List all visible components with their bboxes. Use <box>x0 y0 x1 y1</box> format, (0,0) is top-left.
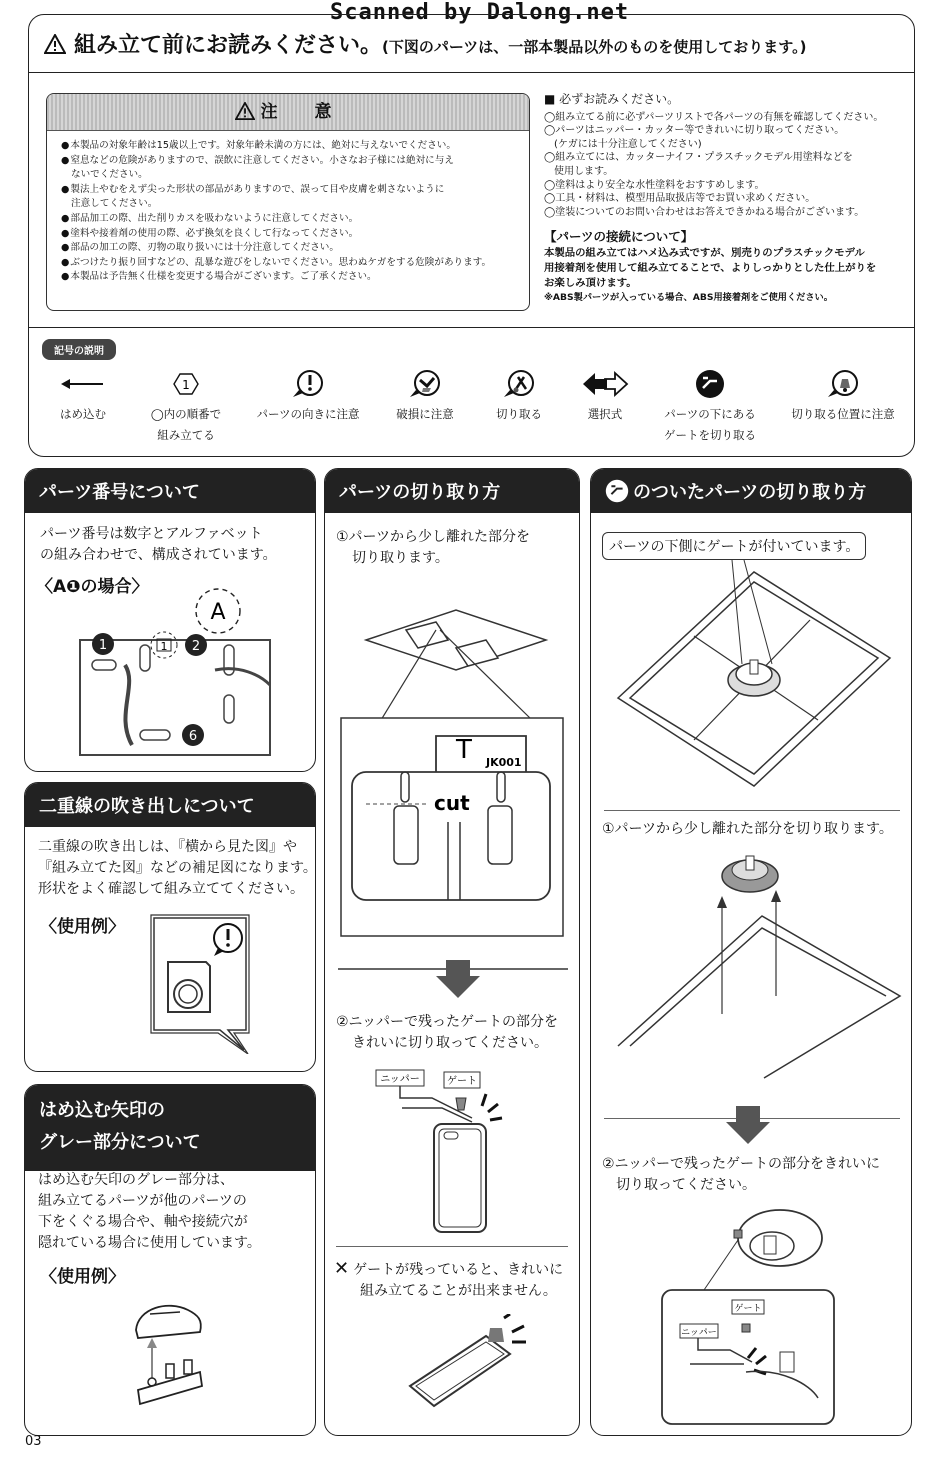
cutting-warning: ✕ ゲートが残っていると、きれいに 組み立てることが出来ません。 <box>334 1258 564 1299</box>
svg-text:1: 1 <box>98 638 108 653</box>
nipper-gate-illustration <box>372 1066 512 1236</box>
under-gate-cut-illustration <box>614 846 904 1080</box>
symbol-label: 選択式 <box>587 407 623 421</box>
choice-arrows-icon <box>581 370 629 398</box>
exclamation-icon <box>290 368 326 400</box>
cut-label: cut <box>434 791 470 815</box>
under-gate-nipper-illustration <box>660 1198 836 1426</box>
runner-code: JK001 <box>486 756 522 769</box>
example-label: 〈A❶の場合〉 <box>36 577 149 597</box>
example-label: 〈使用例〉 <box>40 1267 125 1287</box>
caution-item: ● ぶつけたり振り回すなどの、乱暴な遊びをしないでください。思わぬケガをする危険があります。 <box>61 256 519 271</box>
under-gate-runner-illustration <box>604 560 900 792</box>
svg-text:2: 2 <box>191 639 201 654</box>
caution-list <box>47 139 529 285</box>
panel-title: 二重線の吹き出しについて <box>25 783 315 827</box>
caution-item: ● 本製品は予告無く仕様を変更する場合がございます。ご了承ください。 <box>61 270 519 285</box>
under-gate-icon <box>695 369 725 399</box>
symbol-label: 切り取る位置に注意 <box>791 407 895 421</box>
symbols-tag: 記号の説明 <box>42 339 116 360</box>
example-label: 〈使用例〉 <box>40 917 125 937</box>
cut-icon <box>501 368 537 400</box>
note-line: ◯組み立てる前に必ずパーツリストで各パーツの有無を確認してください。 <box>544 111 884 123</box>
note-line: ◯組み立てには、カッターナイフ・プラスチックモデル用塗料などを <box>544 152 853 164</box>
connect-line: 本製品の組み立てはハメ込み式ですが、別売りのプラスチックモデル <box>544 246 865 259</box>
numbered-hexagon-icon <box>173 372 199 396</box>
svg-text:1: 1 <box>160 640 168 653</box>
svg-text:ゲート: ゲート <box>447 1076 477 1087</box>
cutting-runner-illustration <box>336 600 572 940</box>
note-line: ◯パーツはニッパー・カッター等できれいに切り取ってください。 <box>544 125 845 137</box>
title-text: 組み立て前にお読みください。 <box>74 33 383 58</box>
page-number: 03 <box>25 1434 42 1449</box>
under-gate-callout: パーツの下側にゲートが付いています。 <box>602 532 866 560</box>
symbol-order <box>140 368 232 446</box>
down-arrow-icon <box>436 960 480 998</box>
symbol-label: パーツの向きに注意 <box>256 407 360 421</box>
symbol-label: 切り取る <box>496 407 542 421</box>
down-arrow-icon <box>726 1106 770 1144</box>
cut-position-icon <box>825 368 861 400</box>
note-line: (ケガには十分注意してください) <box>544 138 702 150</box>
symbol-under-gate <box>652 368 768 446</box>
caution-item: ● 部品の加工の際、刃物の取り扱いには十分注意してください。 <box>61 241 519 256</box>
caution-item: ● 製法上やむをえず尖った形状の部品がありますので、誤って目や皮膚を刺さないように 注意してください。 <box>61 183 519 212</box>
divider <box>29 72 914 73</box>
reading-notes <box>544 93 909 305</box>
note-line: ◯塗装についてのお問い合わせはお答えできかねる場合がございます。 <box>544 206 865 218</box>
connect-line: お楽しみ頂けます。 <box>544 276 637 289</box>
symbol-cut <box>484 368 554 425</box>
divider <box>29 327 914 328</box>
leftover-gate-illustration <box>404 1314 534 1414</box>
note-line: ◯塗料はより安全な水性塗料をおすすめします。 <box>544 179 765 191</box>
symbol-label: 組み立てる <box>157 428 215 442</box>
watermark: Scanned by Dalong.net <box>330 0 630 25</box>
panel-title: のついたパーツの切り取り方 <box>591 469 911 513</box>
cutting-step1: ①パーツから少し離れた部分を 切り取ります。 <box>336 529 530 566</box>
double-balloon-text: 二重線の吹き出しは、『横から見た図』や 『組み立てた図』などの補足図になります。 形状をよく確認して組み立ててください。 <box>38 839 317 897</box>
caution-item: ● 窒息などの危険がありますので、誤飲に注意してください。小さなお子様には絶対に与え ないでください。 <box>61 154 519 183</box>
svg-text:ゲート: ゲート <box>734 1304 762 1314</box>
symbol-label: はめ込む <box>60 407 106 421</box>
symbol-direction <box>247 368 369 425</box>
under-gate-icon <box>605 479 629 503</box>
caution-item: ● 部品加工の際、出た削りカスを吸わないように注意してください。 <box>61 212 519 227</box>
note-line: 使用します。 <box>544 165 614 177</box>
parts-number-text: パーツ番号は数字とアルファベット の組み合わせで、構成されています。 <box>40 526 277 563</box>
caution-item: ● 本製品の対象年齢は15歳以上です。対象年齢未満の方には、絶対に与えないでください。 <box>61 139 519 154</box>
caution-header <box>47 94 529 131</box>
warning-icon <box>44 34 66 60</box>
runner-diagram <box>40 585 310 760</box>
under-gate-step1: ①パーツから少し離れた部分を切り取ります。 <box>602 821 893 837</box>
double-balloon-example <box>148 912 252 1054</box>
title-subtext: (下図のパーツは、一部本製品以外のものを使用しております。) <box>382 38 807 56</box>
symbol-label: 破損に注意 <box>396 407 454 421</box>
divider <box>604 810 900 811</box>
under-gate-step2: ②ニッパーで残ったゲートの部分をきれいに 切り取ってください。 <box>602 1156 880 1193</box>
symbol-breakage <box>388 368 462 425</box>
svg-text:ニッパー: ニッパー <box>380 1074 420 1085</box>
caution-item: ● 塗料や接着剤の使用の際、必ず換気を良くして行なってください。 <box>61 227 519 242</box>
panel-title: パーツの切り取り方 <box>325 469 579 513</box>
symbol-label: ◯内の順番で <box>150 407 222 421</box>
abs-note: ※ABS製パーツが入っている場合、ABS用接着剤をご使用ください。 <box>544 291 833 303</box>
warning-icon <box>235 102 255 120</box>
panel-title: はめ込む矢印の グレー部分について <box>25 1085 315 1171</box>
symbol-cut-position <box>782 368 904 425</box>
note-line: ◯工具・材料は、模型用品取扱店等でお買い求めください。 <box>544 193 816 205</box>
symbol-insert <box>48 368 118 425</box>
caution-title: 注 意 <box>260 102 342 122</box>
svg-text:6: 6 <box>188 729 198 744</box>
page-title <box>44 28 806 60</box>
divider <box>336 1246 568 1247</box>
runner-letter: A <box>210 600 226 625</box>
caution-box <box>46 93 530 311</box>
svg-text:ニッパー: ニッパー <box>681 1328 717 1338</box>
x-mark-icon: ✕ <box>334 1258 350 1279</box>
symbol-choice <box>572 368 638 425</box>
connect-heading: 【パーツの接続について】 <box>544 229 694 245</box>
shoe-example-illustration <box>128 1290 228 1410</box>
connect-line: 用接着剤を使用して組み立てることで、よりしっかりとした仕上がりを <box>544 261 877 274</box>
symbol-label: ゲートを切り取る <box>664 428 756 442</box>
notes-heading: ■ 必ずお読みください。 <box>544 92 680 106</box>
cutting-step2: ②ニッパーで残ったゲートの部分を きれいに切り取ってください。 <box>336 1014 558 1051</box>
symbol-label: パーツの下にある <box>664 407 756 421</box>
svg-text:1: 1 <box>182 378 190 392</box>
arrow-left-icon <box>61 378 105 390</box>
panel-title: パーツ番号について <box>25 469 315 513</box>
grey-arrow-text: はめ込む矢印のグレー部分は、 組み立てるパーツが他のパーツの 下をくぐる場合や、軸や接続穴が 隠れている場合に使用しています。 <box>38 1172 261 1251</box>
breakage-icon <box>407 368 443 400</box>
runner-letter: T <box>456 735 472 765</box>
